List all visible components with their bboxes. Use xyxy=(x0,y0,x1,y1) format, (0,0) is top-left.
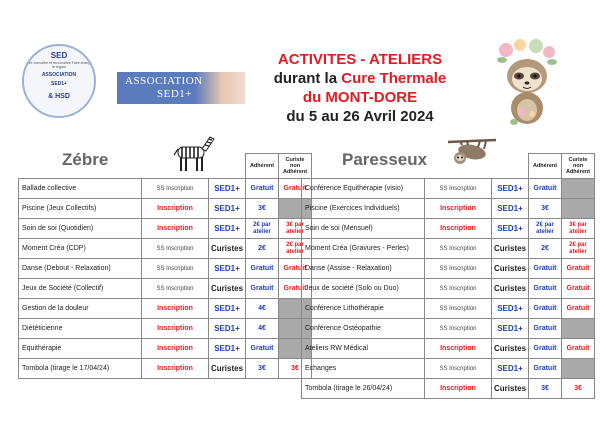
activity-cell: Moment Créa (Gravures - Perles) xyxy=(302,239,425,259)
organizer-cell: SED1+ xyxy=(492,319,529,339)
organizer-cell: SED1+ xyxy=(492,359,529,379)
inscription-cell: Inscription xyxy=(142,219,209,239)
adherent-price: Gratuit xyxy=(529,179,562,199)
table-row xyxy=(302,379,595,399)
table-row xyxy=(19,339,312,359)
title-line4: du 5 au 26 Avril 2024 xyxy=(286,108,434,125)
table-row xyxy=(302,279,595,299)
section-title-zebre: Zébre xyxy=(62,150,109,169)
table-row xyxy=(302,179,595,199)
adherent-price: Gratuit xyxy=(529,279,562,299)
title-line2 xyxy=(255,69,465,88)
adherent-price: Gratuit xyxy=(529,259,562,279)
header-adherent: Adhérent xyxy=(246,154,279,179)
organizer-cell: SED1+ xyxy=(209,299,246,319)
organizer-cell: Curistes xyxy=(209,359,246,379)
inscription-cell: Inscription xyxy=(142,199,209,219)
inscription-cell: Inscription xyxy=(425,339,492,359)
page-title xyxy=(255,50,465,126)
banner-line2: SED1+ xyxy=(157,88,192,100)
activity-cell: Jeux de Société (Collectif) xyxy=(19,279,142,299)
activity-cell: Danse (Assise - Relaxation) xyxy=(302,259,425,279)
table-row xyxy=(302,339,595,359)
organizer-cell: SED1+ xyxy=(209,219,246,239)
organizer-cell: Curistes xyxy=(209,279,246,299)
section-title-paresseux: Paresseux xyxy=(342,150,428,169)
table-row xyxy=(302,219,595,239)
adherent-price: 4€ xyxy=(246,299,279,319)
curiste-price-text: 3€ par atelier xyxy=(569,222,587,235)
curiste-price-empty xyxy=(562,199,595,219)
curiste-price-empty xyxy=(562,359,595,379)
activity-cell: Gestion de la douleur xyxy=(19,299,142,319)
organizer-cell: SED1+ xyxy=(492,179,529,199)
activity-cell: Conférence Lithothérapie xyxy=(302,299,425,319)
table-header xyxy=(302,154,595,179)
curiste-price-empty xyxy=(562,179,595,199)
curiste-price: 3€ xyxy=(279,359,312,379)
inscription-cell: SS Inscription xyxy=(425,279,492,299)
adherent-price: 2€ xyxy=(246,239,279,259)
table-row xyxy=(302,199,595,219)
curiste-price: Gratuit xyxy=(279,179,312,199)
adherent-price: 2€ xyxy=(529,239,562,259)
activity-cell: Ballade collective xyxy=(19,179,142,199)
curiste-price: Gratuit xyxy=(562,259,595,279)
curiste-price: Gratuit xyxy=(562,279,595,299)
curiste-price: Gratuit xyxy=(562,299,595,319)
inscription-cell: Inscription xyxy=(425,199,492,219)
banner-line1: ASSOCIATION xyxy=(125,75,203,87)
organizer-cell: SED1+ xyxy=(492,199,529,219)
logo-tagline: Faire connaître et reconnaître Faire changer le regard xyxy=(24,61,94,69)
logo-middle-2: SED1+ xyxy=(51,81,67,87)
activity-cell: Tombola (tirage le 17/04/24) xyxy=(19,359,142,379)
curiste-price: 3€ xyxy=(562,379,595,399)
sloth-icon xyxy=(492,38,562,128)
table-row xyxy=(302,239,595,259)
table-row xyxy=(302,319,595,339)
adherent-price: Gratuit xyxy=(529,339,562,359)
adherent-price: 3€ xyxy=(246,199,279,219)
inscription-cell: Inscription xyxy=(142,319,209,339)
curiste-price: Gratuit xyxy=(279,279,312,299)
adherent-price-text: 2€ par atelier xyxy=(536,222,554,235)
inscription-cell: Inscription xyxy=(425,219,492,239)
organizer-cell: SED1+ xyxy=(209,199,246,219)
header-spacer xyxy=(302,154,529,179)
activity-cell: Soin de soi (Quotidien) xyxy=(19,219,142,239)
activity-cell: Diététicienne xyxy=(19,319,142,339)
curiste-price-text: 2€ par atelier xyxy=(286,242,304,255)
inscription-cell: SS Inscription xyxy=(425,259,492,279)
organizer-cell: Curistes xyxy=(492,279,529,299)
adherent-price: 4€ xyxy=(246,319,279,339)
title-line2-a: durant la xyxy=(273,70,342,87)
inscription-cell: SS Inscription xyxy=(142,259,209,279)
curiste-price xyxy=(562,219,595,239)
inscription-cell: SS Inscription xyxy=(425,239,492,259)
organizer-cell: SED1+ xyxy=(209,179,246,199)
header-adherent: Adhérent xyxy=(529,154,562,179)
title-line1: ACTIVITES - ATELIERS xyxy=(277,51,443,68)
inscription-cell: Inscription xyxy=(425,379,492,399)
activity-cell: Piscine (Exercices Individuels) xyxy=(302,199,425,219)
paresseux-table xyxy=(301,153,595,399)
curiste-price: Gratuit xyxy=(279,259,312,279)
adherent-price: 3€ xyxy=(529,379,562,399)
activity-cell: Piscine (Jeux Collectifs) xyxy=(19,199,142,219)
adherent-price: Gratuit xyxy=(529,359,562,379)
curiste-price-text: 2€ par atelier xyxy=(569,242,587,255)
inscription-cell: Inscription xyxy=(142,299,209,319)
table-row xyxy=(19,179,312,199)
header-curiste-non-adherent: Curiste non Adhérent xyxy=(562,154,595,179)
curiste-price-text: 3€ par atelier xyxy=(286,222,304,235)
association-banner xyxy=(117,72,245,104)
curiste-price-empty xyxy=(562,319,595,339)
sed-logo xyxy=(22,44,96,118)
organizer-cell: SED1+ xyxy=(209,339,246,359)
table-row xyxy=(19,359,312,379)
inscription-cell: SS Inscription xyxy=(142,279,209,299)
adherent-price: Gratuit xyxy=(246,259,279,279)
activity-cell: Conférence Equithérapie (visio) xyxy=(302,179,425,199)
table-row xyxy=(19,299,312,319)
table-row xyxy=(302,259,595,279)
activity-cell: Equithérapie xyxy=(19,339,142,359)
curiste-price xyxy=(562,239,595,259)
adherent-price: Gratuit xyxy=(246,339,279,359)
table-row xyxy=(19,199,312,219)
inscription-cell: Inscription xyxy=(142,359,209,379)
activity-cell: Tombola (tirage le 26/04/24) xyxy=(302,379,425,399)
inscription-cell: SS Inscription xyxy=(142,179,209,199)
activity-cell: Ateliers RW Médical xyxy=(302,339,425,359)
activity-cell: Moment Créa (CDP) xyxy=(19,239,142,259)
table-row xyxy=(19,239,312,259)
adherent-price xyxy=(246,219,279,239)
organizer-cell: SED1+ xyxy=(492,299,529,319)
adherent-price: Gratuit xyxy=(529,299,562,319)
table-header xyxy=(19,154,312,179)
logo-bottom-text: & HSD xyxy=(48,93,70,100)
adherent-price: Gratuit xyxy=(246,279,279,299)
inscription-cell: SS Inscription xyxy=(142,239,209,259)
activity-cell: Jeux de société (Solo ou Duo) xyxy=(302,279,425,299)
adherent-price: Gratuit xyxy=(529,319,562,339)
organizer-cell: Curistes xyxy=(492,239,529,259)
adherent-price: 3€ xyxy=(529,199,562,219)
activity-cell: Conférence Ostéopathie xyxy=(302,319,425,339)
activity-cell: Danse (Debout - Relaxation) xyxy=(19,259,142,279)
table-row xyxy=(19,219,312,239)
organizer-cell: Curistes xyxy=(492,379,529,399)
table-row xyxy=(19,259,312,279)
curiste-price: Gratuit xyxy=(562,339,595,359)
adherent-price xyxy=(529,219,562,239)
table-row xyxy=(19,279,312,299)
inscription-cell: SS Inscription xyxy=(425,179,492,199)
table-row xyxy=(19,319,312,339)
logo-top-text: SED xyxy=(50,51,68,60)
title-line2-b: Cure Thermale xyxy=(341,70,447,87)
table-row xyxy=(302,359,595,379)
organizer-cell: SED1+ xyxy=(492,219,529,239)
adherent-price-text: 2€ par atelier xyxy=(253,222,271,235)
organizer-cell: SED1+ xyxy=(209,259,246,279)
inscription-cell: Inscription xyxy=(142,339,209,359)
sloth-illustration xyxy=(492,38,562,128)
title-line3: du MONT-DORE xyxy=(302,89,418,106)
table-row xyxy=(302,299,595,319)
header-curiste-non-adherent: Curiste non Adhérent xyxy=(279,154,312,179)
organizer-cell: Curistes xyxy=(492,259,529,279)
zebre-table xyxy=(18,153,312,379)
inscription-cell: SS Inscription xyxy=(425,319,492,339)
inscription-cell: SS Inscription xyxy=(425,299,492,319)
logo-middle-1: ASSOCIATION xyxy=(41,72,77,78)
activity-cell: Soin de soi (Mensuel) xyxy=(302,219,425,239)
organizer-cell: Curistes xyxy=(492,339,529,359)
inscription-cell: SS Inscription xyxy=(425,359,492,379)
organizer-cell: SED1+ xyxy=(209,319,246,339)
activity-cell: Echanges xyxy=(302,359,425,379)
adherent-price: Gratuit xyxy=(246,179,279,199)
organizer-cell: Curistes xyxy=(209,239,246,259)
header-spacer xyxy=(19,154,246,179)
adherent-price: 3€ xyxy=(246,359,279,379)
